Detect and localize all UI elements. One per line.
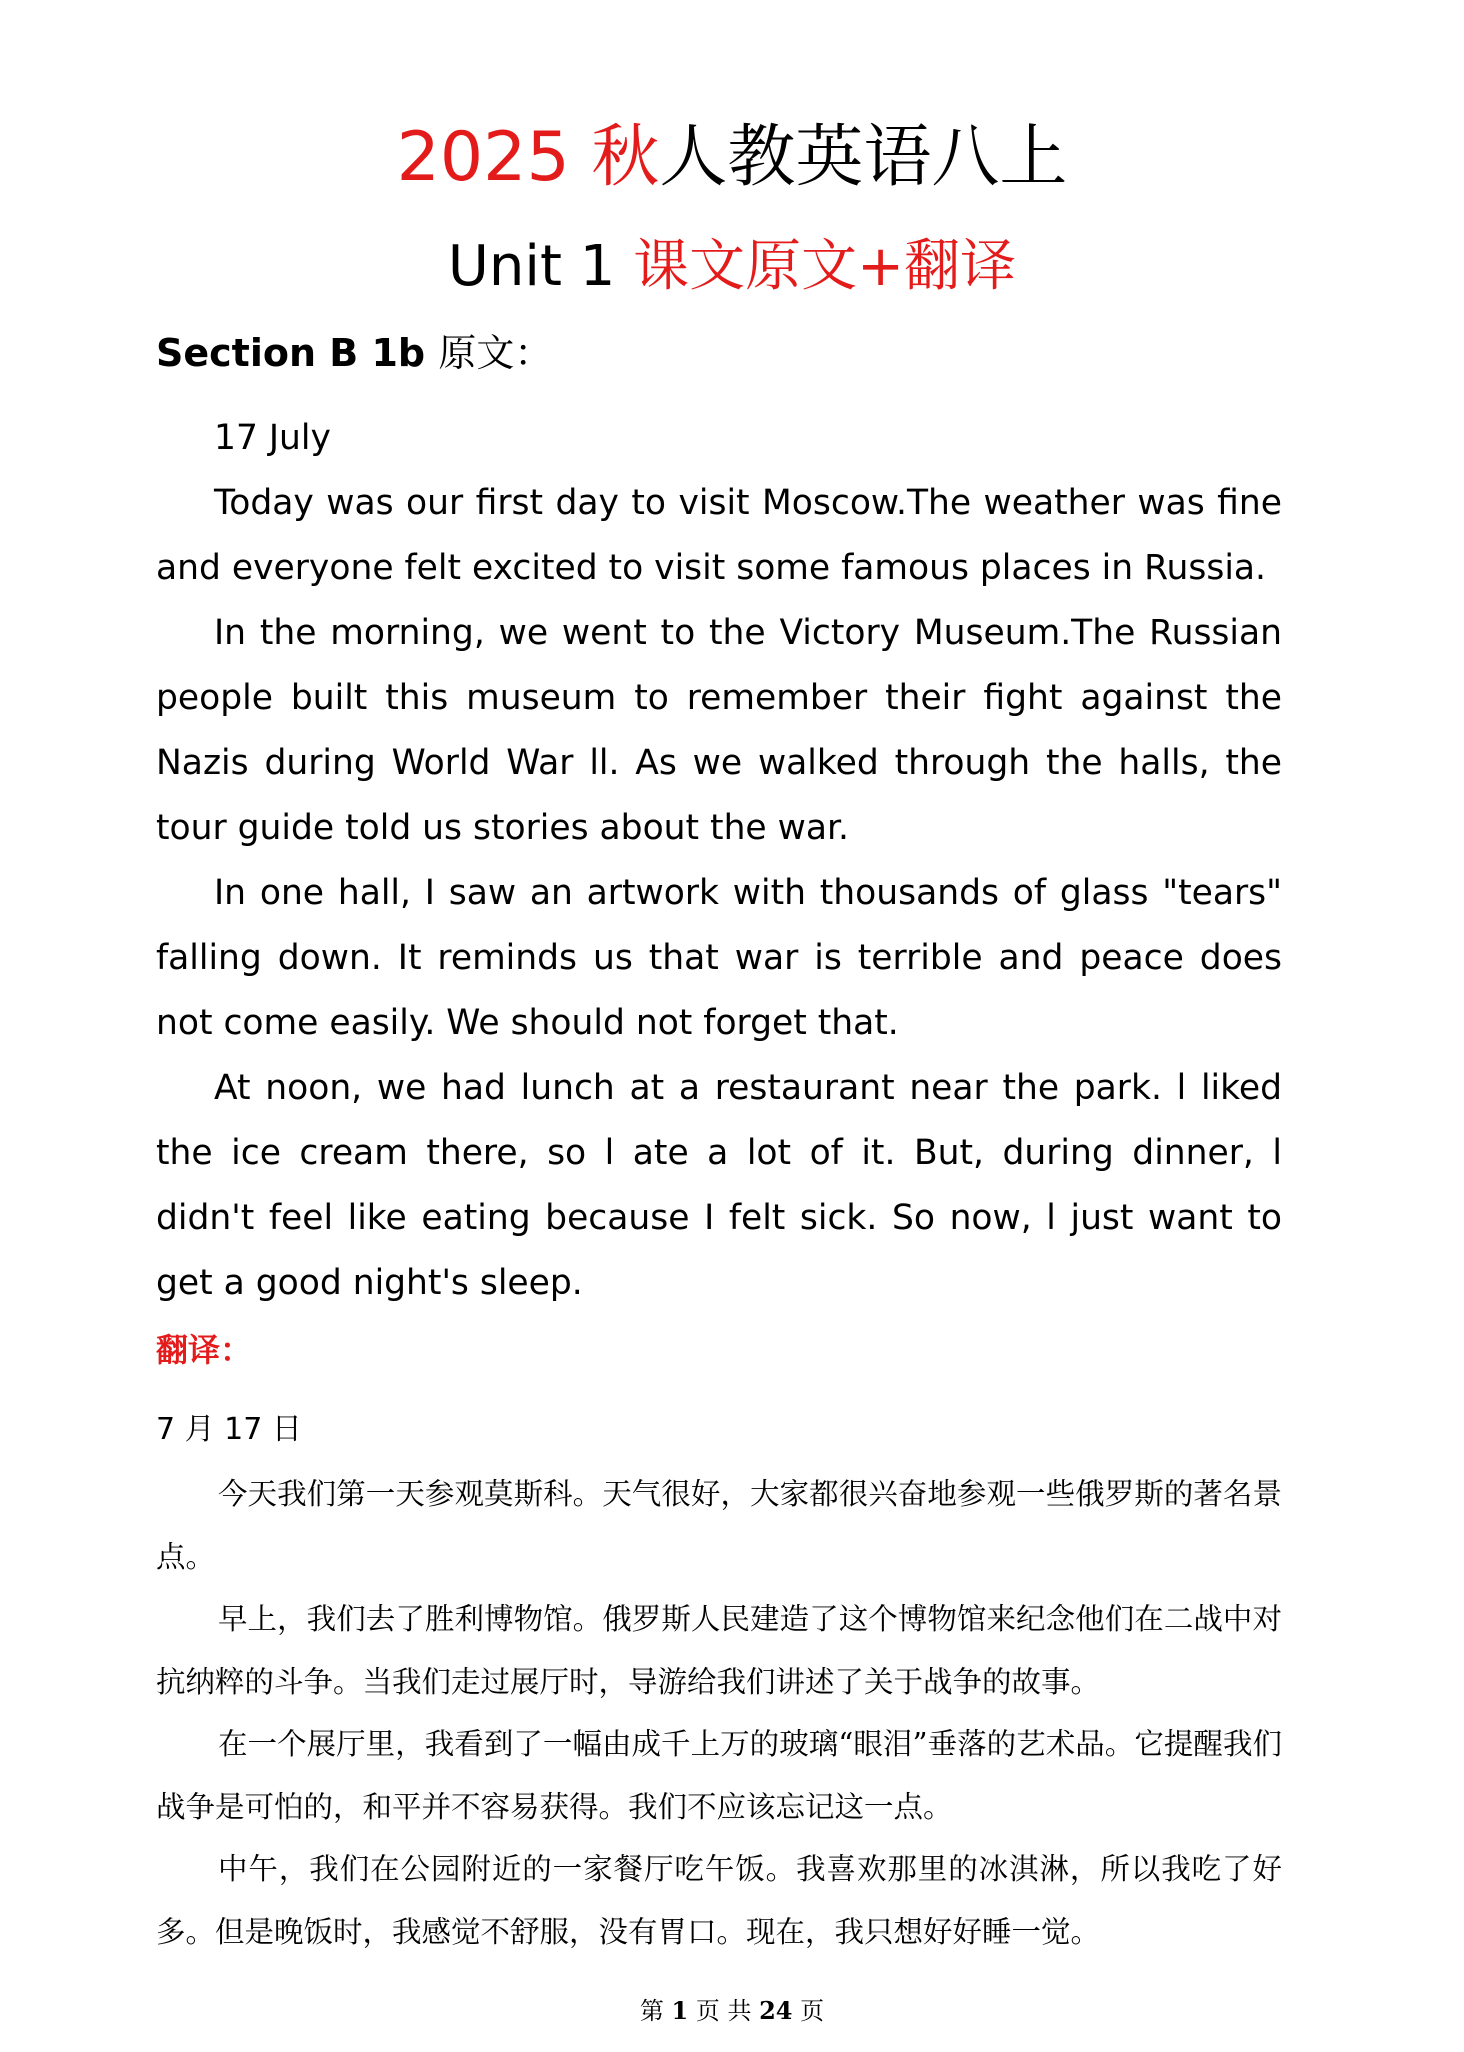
title-text: 人教英语八上: [659, 118, 1068, 197]
footer-total-pages: 24: [759, 1996, 793, 2025]
translation-heading: 翻译：: [156, 1331, 253, 1369]
translation-paragraph: 在一个展厅里，我看到了一幅由成千上万的玻璃“眼泪”垂落的艺术品。它提醒我们战争是可怕的，和平并不容易获得。我们不应该忘记这一点。: [156, 1727, 1282, 1824]
subtitle-label: 课文原文+翻译: [633, 234, 1017, 299]
translation-paragraph: 今天我们第一天参观莫斯科。天气很好，大家都很兴奋地参观一些俄罗斯的著名景点。: [156, 1477, 1282, 1574]
original-text: [156, 406, 1282, 1316]
section-cn-label: 原文：: [438, 331, 553, 375]
document-title: [0, 118, 1464, 198]
original-paragraph: At noon, we had lunch at a restaurant near the park. l liked the ice cream there, so l ate a lot of it. But, during dinner, l didn't feel like eating because I felt sick. So now, l just want to get a good night's sleep.: [156, 1068, 1282, 1303]
original-date: 17 July: [214, 418, 331, 458]
original-paragraph: In one hall, I saw an artwork with thousands of glass "tears" falling down. It reminds us that war is terrible and peace does not come easily. We should not forget that.: [156, 873, 1282, 1043]
section-heading: [156, 328, 552, 378]
original-paragraph: Today was our first day to visit Moscow.The weather was fine and everyone felt excited to visit some famous places in Russia.: [156, 483, 1282, 588]
translation-date: 7 月 17 日: [156, 1412, 302, 1447]
footer-middle: 页 共: [688, 1997, 760, 2025]
footer-suffix: 页: [792, 1997, 825, 2025]
page-footer: [0, 1996, 1464, 2026]
subtitle-unit: Unit 1: [447, 234, 634, 299]
document-subtitle: [0, 232, 1464, 302]
translation-paragraph: 中午，我们在公园附近的一家餐厅吃午饭。我喜欢那里的冰淇淋，所以我吃了好多。但是晚饭时，我感觉不舒服，没有胃口。现在，我只想好好睡一觉。: [156, 1852, 1282, 1949]
original-paragraph: In the morning, we went to the Victory Museum.The Russian people built this museum to remember their fight against the Nazis during World War ll. As we walked through the halls, the tour guide told us stories about the war.: [156, 613, 1282, 848]
title-year: 2025 秋: [396, 118, 660, 197]
section-label: Section B 1b: [156, 331, 439, 375]
translation-paragraph: 早上，我们去了胜利博物馆。俄罗斯人民建造了这个博物馆来纪念他们在二战中对抗纳粹的斗争。当我们走过展厅时，导游给我们讲述了关于战争的故事。: [156, 1602, 1282, 1699]
footer-prefix: 第: [639, 1997, 672, 2025]
footer-page-number: 1: [671, 1996, 689, 2025]
translation-text: [156, 1463, 1282, 1963]
